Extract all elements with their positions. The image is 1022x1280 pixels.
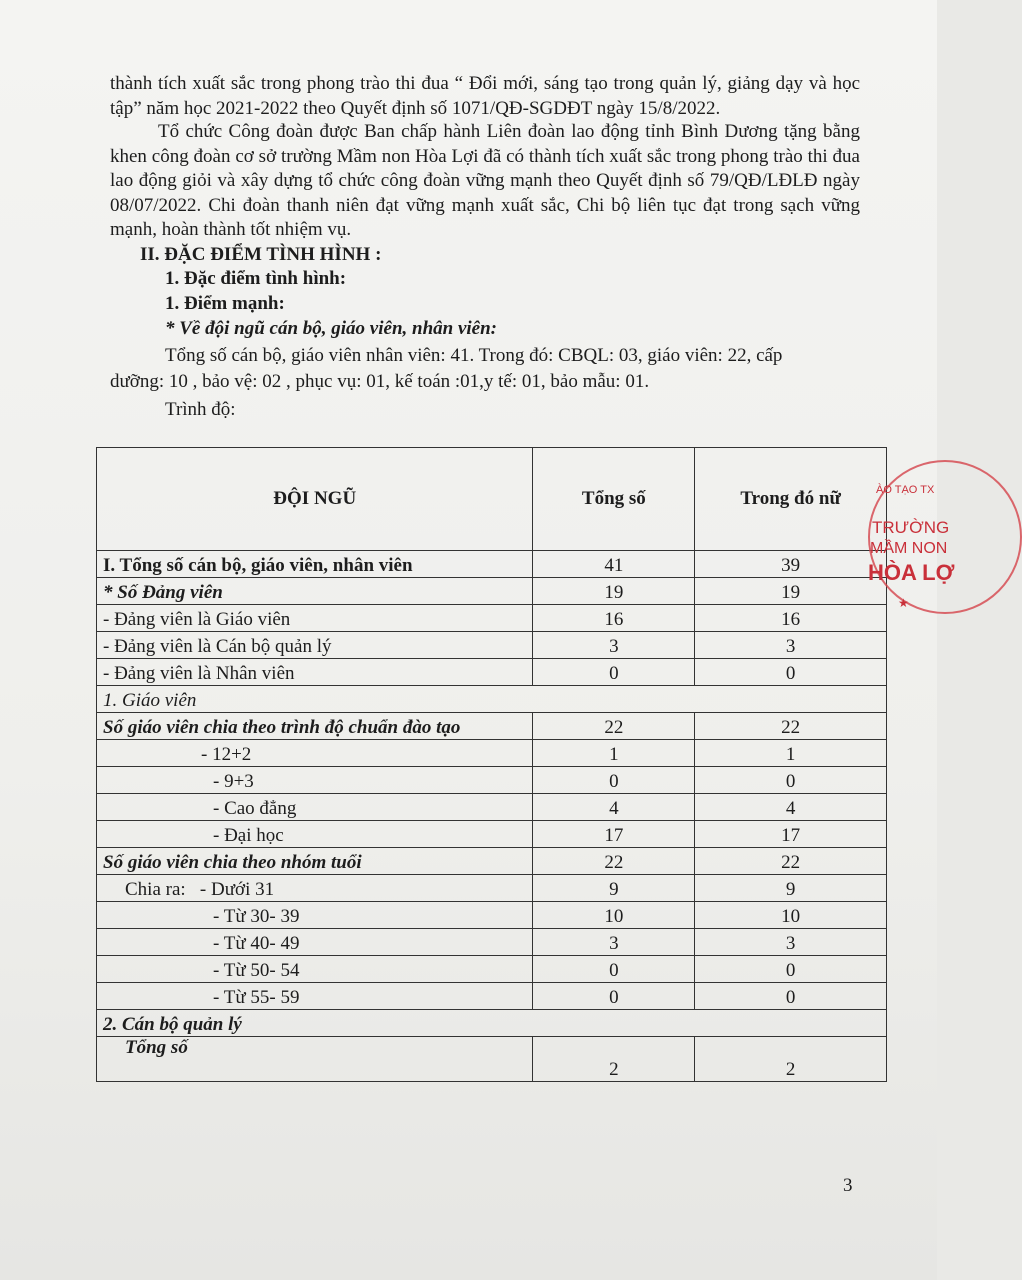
table-row [97, 1037, 887, 1082]
row-label: - Đảng viên là Giáo viên [97, 605, 533, 632]
row-total: 3 [533, 632, 695, 659]
row-total: 41 [533, 551, 695, 578]
qualification-label: Trình độ: [165, 399, 236, 420]
table-row [97, 767, 887, 794]
table-row [97, 686, 887, 713]
row-label: - Đại học [97, 821, 533, 848]
row-female: 0 [695, 767, 887, 794]
row-label: I. Tổng số cán bộ, giáo viên, nhân viên [97, 551, 533, 578]
page-number: 3 [843, 1175, 853, 1196]
row-label: - Đảng viên là Nhân viên [97, 659, 533, 686]
row-female: 4 [695, 794, 887, 821]
school-seal [868, 460, 958, 625]
table-row [97, 848, 887, 875]
table-row [97, 983, 887, 1010]
row-female: 19 [695, 578, 887, 605]
section-heading: II. ĐẶC ĐIỂM TÌNH HÌNH : [140, 244, 382, 265]
row-label: * Số Đảng viên [97, 578, 533, 605]
row-total: 9 [533, 875, 695, 902]
table-row [97, 605, 887, 632]
table-row [97, 1010, 887, 1037]
row-female: 22 [695, 848, 887, 875]
table-row [97, 821, 887, 848]
row-label: Số giáo viên chia theo trình độ chuẩn đào tạo [97, 713, 533, 740]
row-label: Chia ra: - Dưới 31 [97, 875, 533, 902]
paragraph-achievement-1: thành tích xuất sắc trong phong trào thi đua “ Đổi mới, sáng tạo trong quản lý, giảng dạy và học tập” năm học 2021-2022 theo Quyết định số 1071/QĐ-SGDĐT ngày 15/8/2022. [110, 73, 860, 119]
row-female: 10 [695, 902, 887, 929]
row-label: - 9+3 [97, 767, 533, 794]
table-row [97, 632, 887, 659]
table-row [97, 578, 887, 605]
row-label: 1. Giáo viên [97, 686, 887, 713]
header-female: Trong đó nữ [695, 448, 887, 551]
row-female: 0 [695, 983, 887, 1010]
row-label: Số giáo viên chia theo nhóm tuổi [97, 848, 533, 875]
seal-text-level: MẦM NON [870, 540, 948, 557]
staff-summary-line-2: dưỡng: 10 , bảo vệ: 02 , phục vụ: 01, kế toán :01,y tế: 01, bảo mẫu: 01. [110, 371, 650, 392]
row-female: 3 [695, 632, 887, 659]
row-female: 39 [695, 551, 887, 578]
row-female: 9 [695, 875, 887, 902]
row-label: - Từ 40- 49 [97, 929, 533, 956]
staff-summary-line-1: Tổng số cán bộ, giáo viên nhân viên: 41. Trong đó: CBQL: 03, giáo viên: 22, cấp [165, 345, 783, 366]
row-female: 3 [695, 929, 887, 956]
subheading-staff: * Về đội ngũ cán bộ, giáo viên, nhân viên: [165, 318, 497, 339]
row-total: 1 [533, 740, 695, 767]
row-total: 4 [533, 794, 695, 821]
seal-text-name: HÒA LỢ [868, 560, 955, 585]
seal-text-top: ÀO TẠO TX [876, 484, 935, 496]
header-total: Tổng số [533, 448, 695, 551]
row-total: 16 [533, 605, 695, 632]
row-total: 2 [533, 1037, 695, 1082]
row-label: - Từ 55- 59 [97, 983, 533, 1010]
row-label: - 12+2 [97, 740, 533, 767]
paragraph-achievement-2: Tổ chức Công đoàn được Ban chấp hành Liên đoàn lao động tỉnh Bình Dương tặng bằng khen công đoàn cơ sở trường Mầm non Hòa Lợi đã có thành tích xuất sắc trong phong trào thi đua lao động giỏi và xây dựng tổ chức công đoàn vững mạnh theo Quyết định số 79/QĐ/LĐLĐ ngày 08/07/2022. Chi đoàn thanh niên đạt vững mạnh xuất sắc, Chi bộ liên tục đạt trong sạch vững mạnh, hoàn thành tốt nhiệm vụ. [110, 121, 860, 240]
seal-star-icon: ★ [898, 596, 909, 610]
row-total: 17 [533, 821, 695, 848]
table-row [97, 551, 887, 578]
table-row [97, 794, 887, 821]
row-total: 22 [533, 713, 695, 740]
row-female: 22 [695, 713, 887, 740]
table-row [97, 875, 887, 902]
subheading-strengths: 1. Điểm mạnh: [165, 293, 285, 314]
row-total: 19 [533, 578, 695, 605]
table-row [97, 659, 887, 686]
row-total: 0 [533, 956, 695, 983]
row-label: - Đảng viên là Cán bộ quản lý [97, 632, 533, 659]
row-total: 0 [533, 659, 695, 686]
table-row [97, 929, 887, 956]
table-row [97, 713, 887, 740]
table-header-row [97, 448, 887, 551]
row-total: 0 [533, 983, 695, 1010]
row-total: 22 [533, 848, 695, 875]
table-row [97, 956, 887, 983]
row-total: 3 [533, 929, 695, 956]
row-female: 0 [695, 659, 887, 686]
row-female: 1 [695, 740, 887, 767]
subheading-situation: 1. Đặc điểm tình hình: [165, 268, 347, 289]
row-total: 0 [533, 767, 695, 794]
row-label: - Từ 30- 39 [97, 902, 533, 929]
row-female: 2 [695, 1037, 887, 1082]
staff-table [96, 447, 887, 1082]
row-female: 17 [695, 821, 887, 848]
row-female: 0 [695, 956, 887, 983]
table-row [97, 902, 887, 929]
seal-text-school: TRƯỜNG [872, 518, 950, 537]
row-total: 10 [533, 902, 695, 929]
row-label: Tổng số [97, 1037, 533, 1082]
row-female: 16 [695, 605, 887, 632]
header-team: ĐỘI NGŨ [97, 448, 533, 551]
row-label: - Từ 50- 54 [97, 956, 533, 983]
row-label: - Cao đẳng [97, 794, 533, 821]
row-label: 2. Cán bộ quản lý [97, 1010, 887, 1037]
table-row [97, 740, 887, 767]
